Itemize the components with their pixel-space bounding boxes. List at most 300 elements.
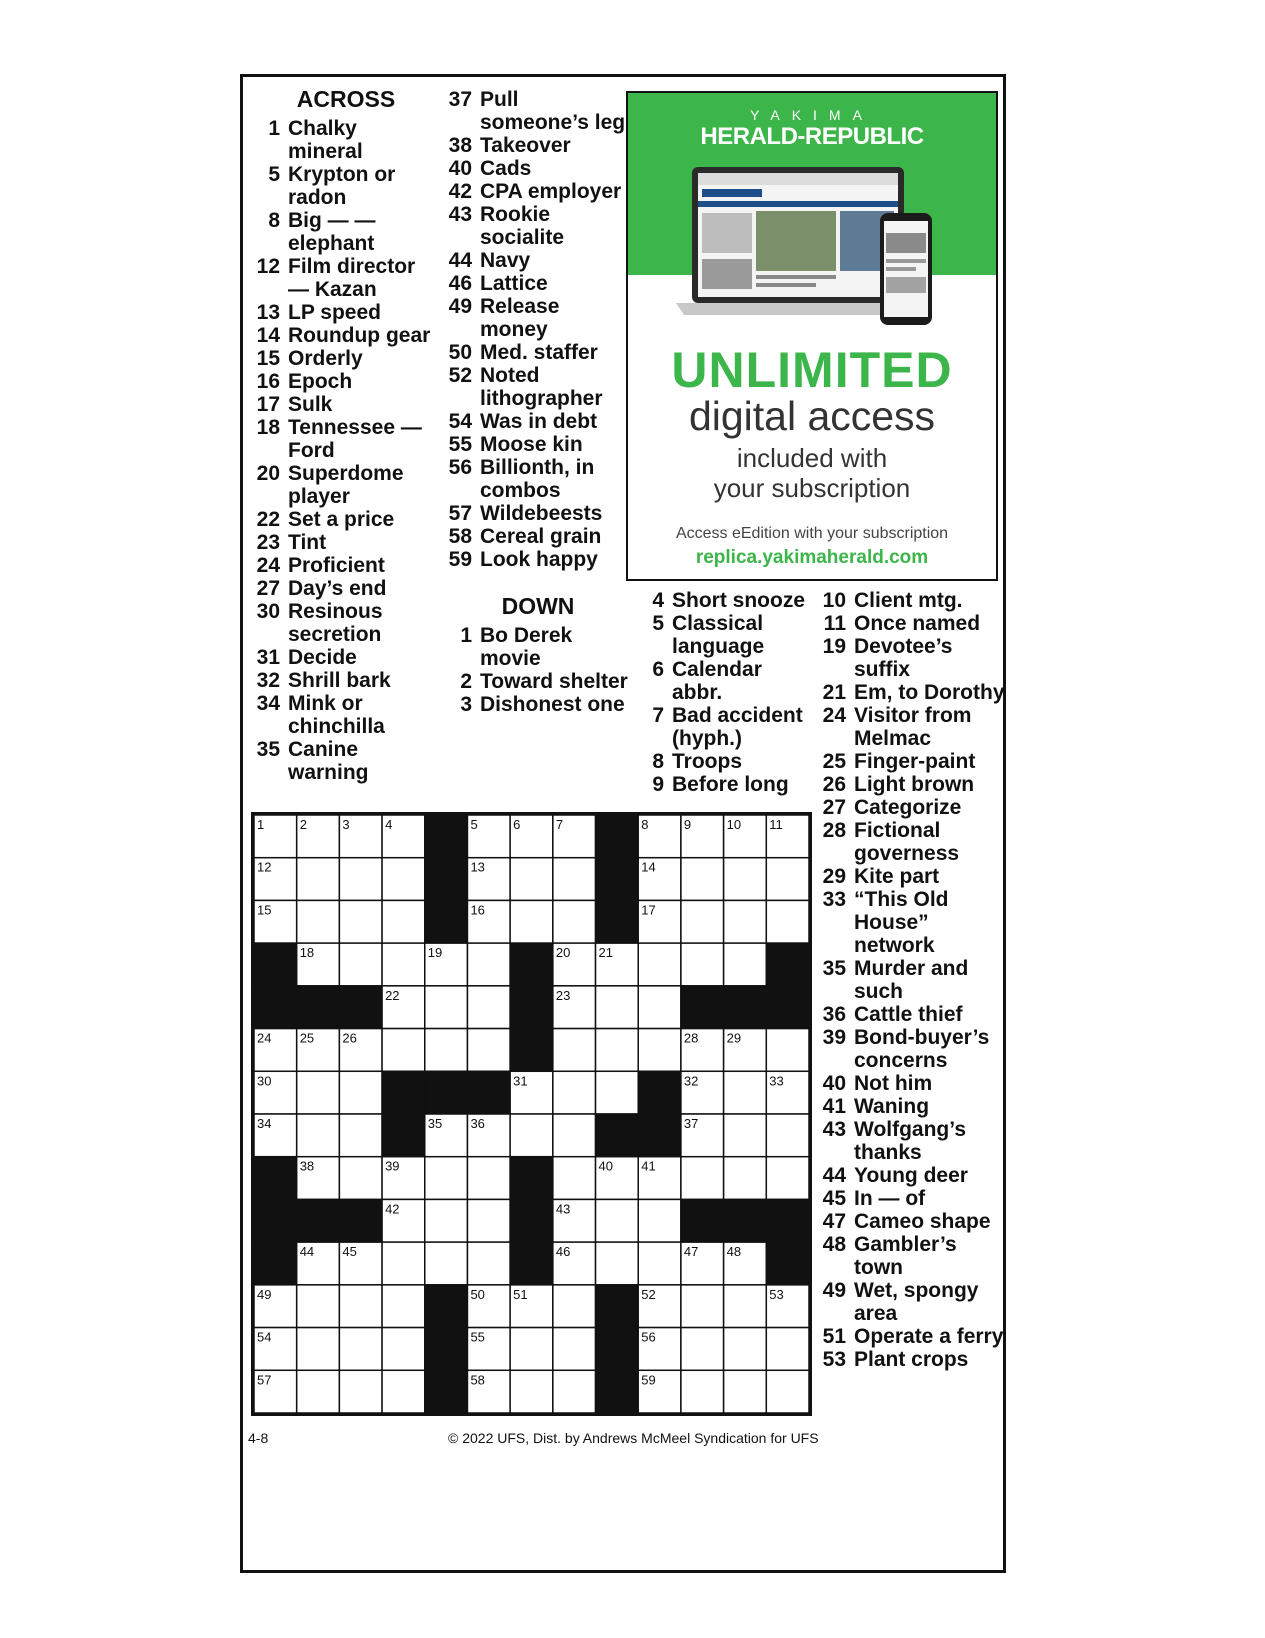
clue-number: 53 [822,1348,846,1371]
grid-cell[interactable] [382,858,425,901]
down-clue-28 [822,819,1007,865]
cell-number: 4 [385,817,393,832]
grid-cell[interactable] [467,986,510,1029]
down-clue-6 [640,658,815,704]
clue-number: 49 [822,1279,846,1302]
grid-cell[interactable] [297,1114,340,1157]
grid-cell[interactable] [339,1370,382,1413]
grid-cell[interactable] [596,986,639,1029]
cell-number: 31 [513,1073,528,1089]
across-header: ACROSS [296,86,396,112]
cell-number: 54 [257,1329,272,1345]
grid-cell[interactable] [724,943,767,986]
down-clue-40 [822,1072,1007,1095]
puzzle-date-code: 4-8 [248,1430,269,1446]
grid-cell[interactable] [467,1199,510,1242]
grid-cell[interactable] [382,1285,425,1328]
across-list [256,117,436,784]
clue-text: Mink or chinchilla [288,692,385,738]
grid-cell[interactable] [766,1328,809,1371]
grid-cell[interactable] [467,943,510,986]
grid-cell[interactable] [382,1328,425,1371]
across-clue-23 [256,531,436,554]
cell-number: 18 [299,945,315,961]
ad-headline: UNLIMITED [671,342,953,398]
clue-number: 40 [822,1072,846,1095]
cell-number: 1 [257,817,265,832]
grid-cell[interactable] [766,1029,809,1072]
grid-block [766,1242,809,1285]
grid-cell[interactable] [766,1114,809,1157]
grid-cell[interactable] [724,1157,767,1200]
cell-number: 48 [726,1244,742,1260]
clue-text: Big — — elephant [288,209,376,255]
clue-number: 58 [448,525,472,548]
across-clue-17 [256,393,436,416]
clue-text: Operate a ferry [854,1325,1004,1348]
down-header: DOWN [501,593,575,619]
grid-cell[interactable] [467,1157,510,1200]
ad-subtext-line1: included with [736,443,888,473]
grid-block [638,1071,681,1114]
grid-block [766,986,809,1029]
grid-cell[interactable] [681,1285,724,1328]
grid-cell[interactable] [553,1071,596,1114]
grid-cell[interactable] [425,1157,468,1200]
cell-number: 3 [342,817,350,832]
grid-cell[interactable] [596,1199,639,1242]
across-clue-13 [256,301,436,324]
down-clue-7 [640,704,815,750]
grid-block [510,986,553,1029]
clue-number: 35 [822,957,846,980]
grid-block [724,1199,767,1242]
ad-subtext [628,443,996,503]
cell-number: 9 [683,817,692,832]
grid-block [254,1242,297,1285]
down-clue-9 [640,773,815,796]
grid-cell[interactable] [638,1029,681,1072]
down-clue-21 [822,681,1007,704]
down-clue-3 [448,693,628,716]
clue-text: Release money [480,295,560,341]
grid-block [425,815,468,858]
grid-cell[interactable] [510,1114,553,1157]
grid-cell[interactable] [766,1157,809,1200]
clue-text: Dishonest one [480,693,625,716]
grid-cell[interactable] [510,900,553,943]
grid-cell[interactable] [638,943,681,986]
across-clue-59 [448,548,628,571]
crossword-grid[interactable] [251,812,812,1416]
clue-text: LP speed [288,301,381,324]
cell-number: 59 [641,1372,656,1388]
clue-number: 43 [448,203,472,226]
cell-number: 39 [385,1158,400,1174]
clue-number: 49 [448,295,472,318]
grid-block [510,1199,553,1242]
down-clue-41 [822,1095,1007,1118]
clue-number: 55 [448,433,472,456]
across-clue-35 [256,738,436,784]
cell-number: 17 [641,902,656,918]
cell-number: 52 [641,1286,656,1302]
grid-cell[interactable] [724,1285,767,1328]
grid-cell[interactable] [425,1199,468,1242]
cell-number: 37 [683,1116,699,1131]
clue-text: Bond-buyer’s concerns [854,1026,990,1072]
grid-cell[interactable] [553,1328,596,1371]
grid-cell[interactable] [297,858,340,901]
clue-text: Proficient [288,554,385,577]
clue-text: Troops [672,750,743,773]
grid-cell[interactable] [553,1370,596,1413]
cell-number: 12 [257,859,272,875]
grid-block [425,1328,468,1371]
cell-number: 38 [299,1158,315,1174]
clue-text: Classical language [672,612,765,658]
down-clue-19 [822,635,1007,681]
clue-text: Visitor from Melmac [854,704,972,750]
cell-number: 20 [555,945,571,961]
grid-cell[interactable] [596,1071,639,1114]
down-clues-continued-2 [822,589,1007,1371]
across-clue-44 [448,249,628,272]
across-clue-58 [448,525,628,548]
down-list [448,624,628,716]
grid-cell[interactable] [425,986,468,1029]
cell-number: 55 [470,1329,485,1345]
grid-cell[interactable] [339,943,382,986]
clue-number: 56 [448,456,472,479]
cell-number: 24 [257,1030,272,1046]
grid-cell[interactable] [681,858,724,901]
clue-text: Wildebeests [480,502,603,525]
clue-number: 14 [256,324,280,347]
grid-cell[interactable] [766,1370,809,1413]
grid-cell[interactable] [339,1328,382,1371]
grid-cell[interactable] [553,1285,596,1328]
grid-cell[interactable] [467,1029,510,1072]
grid-cell[interactable] [724,900,767,943]
down-clue-2 [448,670,628,693]
clue-text: Moose kin [480,433,583,456]
clue-number: 47 [822,1210,846,1233]
ad-note: Access eEdition with your subscription [675,525,949,542]
down-clues-continued [640,589,815,796]
grid-cell[interactable] [681,900,724,943]
clue-number: 3 [460,693,472,716]
across-clue-40 [448,157,628,180]
cell-number: 22 [385,987,400,1003]
grid-block [425,900,468,943]
down-clue-51 [822,1325,1007,1348]
clue-number: 39 [822,1026,846,1049]
grid-cell[interactable] [724,1370,767,1413]
clue-text: In — of [854,1187,926,1210]
grid-cell[interactable] [382,943,425,986]
grid-cell[interactable] [681,1370,724,1413]
clue-text: Waning [854,1095,930,1118]
grid-cell[interactable] [553,858,596,901]
clue-number: 36 [822,1003,846,1026]
ad-subtext-line2: your subscription [713,473,911,503]
ad-brand-logo: HERALD-REPUBLIC [700,123,924,150]
grid-block [596,900,639,943]
down-clue-44 [822,1164,1007,1187]
cell-number: 40 [598,1158,614,1174]
cell-number: 13 [470,859,485,875]
clue-text: Bad accident (hyph.) [672,704,803,750]
clue-number: 45 [822,1187,846,1210]
cell-number: 42 [385,1201,400,1217]
grid-cell[interactable] [297,1370,340,1413]
across-list-continued [448,88,628,571]
grid-block [339,986,382,1029]
grid-block [766,943,809,986]
clue-number: 29 [822,865,846,888]
grid-cell[interactable] [510,1328,553,1371]
down-clue-49 [822,1279,1007,1325]
clue-text: Client mtg. [854,589,963,612]
clue-number: 15 [256,347,280,370]
grid-cell[interactable] [297,1328,340,1371]
across-clue-38 [448,134,628,157]
clue-text: Was in debt [480,410,598,433]
clue-number: 2 [460,670,472,693]
across-clue-55 [448,433,628,456]
clue-number: 27 [822,796,846,819]
grid-cell[interactable] [382,1370,425,1413]
grid-cell[interactable] [638,1199,681,1242]
grid-block [425,1071,468,1114]
clue-text: Gambler’s town [854,1233,957,1279]
clue-number: 7 [652,704,664,727]
grid-cell[interactable] [339,1285,382,1328]
grid-cell[interactable] [382,900,425,943]
grid-cell[interactable] [510,858,553,901]
cell-number: 47 [683,1244,699,1260]
clue-text: Plant crops [854,1348,969,1371]
cell-number: 32 [683,1073,699,1089]
grid-block [596,1370,639,1413]
grid-cell[interactable] [339,900,382,943]
clue-number: 1 [268,117,280,140]
grid-cell[interactable] [766,858,809,901]
grid-cell[interactable] [681,943,724,986]
grid-cell[interactable] [553,1114,596,1157]
grid-cell[interactable] [297,900,340,943]
grid-block [254,943,297,986]
grid-cell[interactable] [425,1029,468,1072]
grid-block [425,858,468,901]
grid-cell[interactable] [681,1328,724,1371]
clue-number: 42 [448,180,472,203]
grid-block [510,1029,553,1072]
clue-number: 51 [822,1325,846,1348]
across-clue-27 [256,577,436,600]
clue-number: 33 [822,888,846,911]
grid-cell[interactable] [681,1157,724,1200]
across-clues [256,88,436,784]
across-clue-8 [256,209,436,255]
grid-block [425,1370,468,1413]
clue-number: 41 [822,1095,846,1118]
grid-cell[interactable] [553,1157,596,1200]
down-clue-1 [448,624,628,670]
ad-url-link[interactable]: replica.yakimaherald.com [695,547,929,568]
clue-number: 57 [448,502,472,525]
across-clue-31 [256,646,436,669]
grid-block [596,1328,639,1371]
clue-text: Med. staffer [480,341,598,364]
across-clue-1 [256,117,436,163]
clue-text: Orderly [288,347,363,370]
grid-cell[interactable] [297,1071,340,1114]
clue-number: 26 [822,773,846,796]
crossword-grid-svg[interactable] [254,815,809,1413]
grid-cell[interactable] [638,986,681,1029]
grid-cell[interactable] [638,1242,681,1285]
across-clue-37 [448,88,628,134]
down-clue-53 [822,1348,1007,1371]
clue-text: Chalky mineral [288,117,363,163]
clue-text: Before long [672,773,789,796]
clue-text: Light brown [854,773,975,796]
clue-number: 40 [448,157,472,180]
clue-text: Noted lithographer [480,364,603,410]
clue-number: 44 [822,1164,846,1187]
cell-number: 7 [555,817,564,832]
grid-block [254,1157,297,1200]
clue-text: Not him [854,1072,933,1095]
cell-number: 10 [726,817,742,832]
grid-cell[interactable] [382,1029,425,1072]
clue-text: Cads [480,157,532,180]
cell-number: 16 [470,902,485,918]
down-list-continued [640,589,815,796]
grid-block [254,1199,297,1242]
grid-cell[interactable] [553,1029,596,1072]
clue-text: Kite part [854,865,940,888]
grid-cell[interactable] [766,900,809,943]
grid-block [596,1114,639,1157]
across-clue-49 [448,295,628,341]
clue-number: 50 [448,341,472,364]
clue-text: Pull someone’s leg [480,88,626,134]
clue-number: 5 [652,612,664,635]
cell-number: 2 [299,817,307,832]
grid-cell[interactable] [339,858,382,901]
clue-number: 21 [822,681,846,704]
cell-number: 51 [513,1286,528,1302]
clue-number: 46 [448,272,472,295]
grid-cell[interactable] [339,1114,382,1157]
clue-number: 22 [256,508,280,531]
cell-number: 15 [257,902,272,918]
clue-text: Lattice [480,272,548,295]
grid-cell[interactable] [297,1285,340,1328]
grid-cell[interactable] [553,900,596,943]
across-clue-16 [256,370,436,393]
subscription-ad[interactable] [626,91,998,581]
across-clue-18 [256,416,436,462]
grid-cell[interactable] [510,1370,553,1413]
down-clue-29 [822,865,1007,888]
grid-cell[interactable] [724,1071,767,1114]
cell-number: 19 [427,945,443,961]
clue-text: Young deer [854,1164,968,1187]
down-clue-11 [822,612,1007,635]
clue-number: 25 [822,750,846,773]
grid-block [510,1157,553,1200]
grid-cell[interactable] [596,1242,639,1285]
grid-cell[interactable] [339,1157,382,1200]
clue-text: Takeover [480,134,571,157]
clue-text: Roundup gear [288,324,431,347]
clue-number: 8 [268,209,280,232]
clue-number: 17 [256,393,280,416]
clue-text: Cattle thief [854,1003,963,1026]
clue-number: 48 [822,1233,846,1256]
cell-number: 8 [641,817,649,832]
grid-cell[interactable] [339,1071,382,1114]
clue-text: Look happy [480,548,598,571]
cell-number: 23 [555,987,571,1003]
across-clue-56 [448,456,628,502]
grid-cell[interactable] [724,1328,767,1371]
clue-number: 27 [256,577,280,600]
clue-number: 59 [448,548,472,571]
grid-cell[interactable] [425,1242,468,1285]
cell-number: 35 [427,1116,443,1131]
cell-number: 14 [641,859,656,875]
grid-block [638,1114,681,1157]
copyright-notice: © 2022 UFS, Dist. by Andrews McMeel Syndication for UFS [448,1430,819,1446]
down-list-continued-2 [822,589,1007,1371]
cell-number: 5 [470,817,478,832]
clue-text: Tint [288,531,327,554]
grid-block [596,1285,639,1328]
clue-text: Fictional governess [854,819,960,865]
clue-number: 9 [652,773,664,796]
cell-number: 58 [470,1372,485,1388]
down-clue-25 [822,750,1007,773]
clue-number: 34 [256,692,280,715]
clue-number: 18 [256,416,280,439]
grid-block [297,1199,340,1242]
across-clue-42 [448,180,628,203]
grid-block [382,1071,425,1114]
grid-cell[interactable] [467,1242,510,1285]
across-clue-32 [256,669,436,692]
clue-number: 31 [256,646,280,669]
grid-cell[interactable] [596,1029,639,1072]
clue-text: Murder and such [854,957,969,1003]
clue-text: Canine warning [288,738,369,784]
cell-number: 30 [257,1073,272,1089]
grid-cell[interactable] [724,858,767,901]
clue-text: Tennessee — Ford [288,416,422,462]
clue-number: 37 [448,88,472,111]
grid-cell[interactable] [724,1114,767,1157]
down-clue-4 [640,589,815,612]
cell-number: 43 [555,1201,571,1217]
clue-text: Film director — Kazan [288,255,416,301]
across-clue-20 [256,462,436,508]
grid-cell[interactable] [382,1242,425,1285]
clue-text: Finger-paint [854,750,976,773]
